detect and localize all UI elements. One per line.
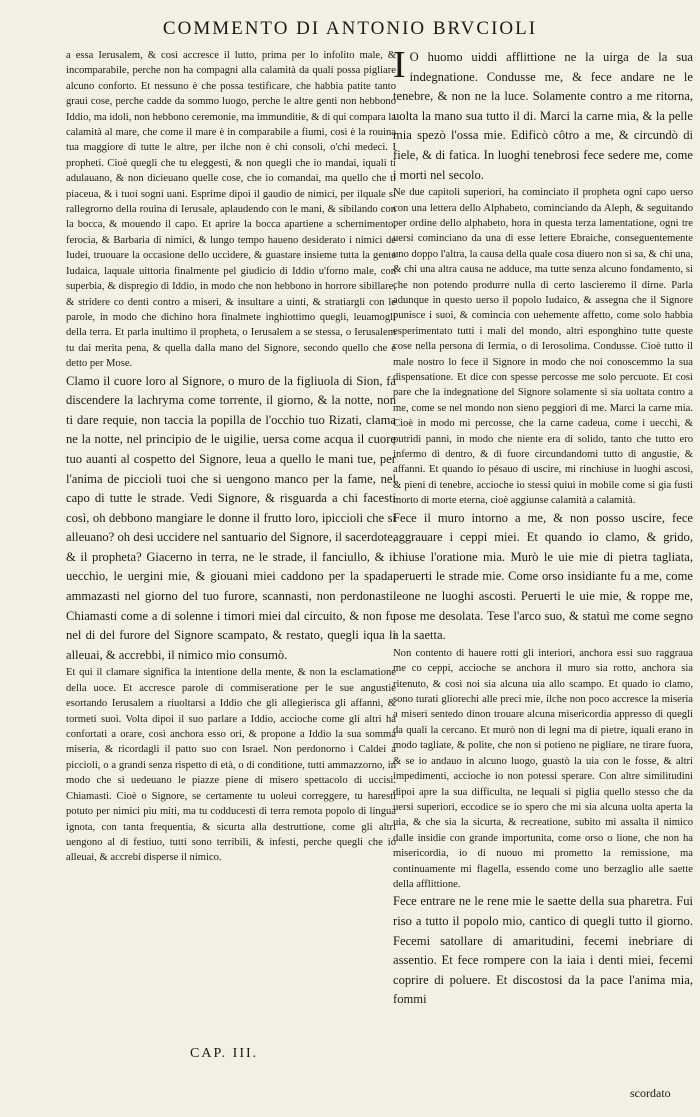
right-verse-text-1: O huomo uiddi afflittione ne la uirga de la sua indegnatione. Condusse me, & fece andare ne le tenebre, & non ne la luce. Solamente contro a me ritorna, uolta la mano sua tutto il di. Marci la carne mia, & la pelle mia spezò l'ossa mie. Edificò côtro a me, & circundò di fiele, & di fatica. In luoghi tenebrosi fece sedere me, come i morti nel secolo. xyxy=(393,50,693,182)
right-commentary-1: Ne due capitoli superiori, ha cominciato il propheta ogni capo uerso con una lettera dello Alphabeto, cominciando da Aleph, & seguitando per ordine dello alphabeto, hora in questa terza lamentatione, ogni tre uersi cominciano da una di esse lettere Ebraiche, conseguentemente uno doppo l'altra, la causa della quale cosa diuero non si sa, & chi una, & chi una altra causa ne adduce, ma tutte senza alcuno fondamento, si che non potendo produrre nulla di certo lascieremo il dirne. Parla adunque in questo uerso il popolo Iudaico, & assegna che il Signore punisce i suoi, & comincia con uehemente affetto, come solo habbia esperimentato tutti i mali del mondo, altri esponghino tutte queste cose nella persona di Iermia, o di Ierosolima. Condusse. Cioè tutto il male nostro lo fece il Signore in modo che noi conoscemmo la sua dispensatione. Et dice con spesse percosse me solo percuote. Et così pare che la indegnatione del Signore solamente si sia uoltata contro a me, come se nel mondo non sieno peggiori di me. Marci la carne mia. Cioè in modo mi percosse, che la carne cadeua, come i uecchi, & putridi panni, in modo che niente era di solido, tanto che tutto ero infermo di dentro, & di fuore circundandomi tutto di angustie, & affanni. Et quando io pésauo di uscire, mi rinchiuse in luoghi ascosi, & pieni di tenebre, accioche io stessi quiui in mobile come si gia fusti morto di morte eterna, cioè aggiunse calamità a calamità. xyxy=(393,187,693,507)
running-head: COMMENTO DI ANTONIO BRVCIOLI xyxy=(162,18,538,39)
catchword: scordato xyxy=(630,1086,671,1100)
left-column xyxy=(66,48,396,1038)
left-verse-block: Clamo il cuore loro al Signore, o muro de la figliuola di Sion, fa discendere la lachryma come torrente, il giorno, & la notte, non ti dare requie, non taccia la popilla de l'occhio tuo Rizati, clama ne la notte, nel principio de le uigilie, uersa come acqua il cuore tuo auanti al cospetto del Signore, leua a quello le mani tue, per l'anima de piccioli tuoi che si uengono manco per la fame, nel capo di tutte le strade. Vedi Signore, & risguarda a chi facesti così, oh debbono mangiare le donne il frutto loro, ipiccioli che si alleuano? oh desi uccidere nel santuario del Signore, il sacerdote, & il propheta? Giacerno in terra, ne le strade, il fanciullo, & il uecchio, le uergini mie, & giouani miei caddono per la spada, ammazasti nel giorno del tuo furore, scannasti, non perdonasti. Chiamasti come a di solenne i timori miei dal circuito, & non fu nel di del furore del Signore scampato, & restato, quegli iqua li alleuai, & accrebbi, il nimico mio consumò. xyxy=(66,373,396,662)
chapter-heading: CAP. III. xyxy=(190,1046,259,1061)
right-verse-block-2: Fece il muro intorno a me, & non posso uscire, fece aggrauare i ceppi miei. Et quando io clamo, & grido, chiuse l'oratione mia. Murò le uie mie di pietra tagliata, peruerti le strade mie. Come orso insidiante fu a me, come leone ne luoghi ascosti. Peruerti le uie mie, & roppe me, pose me desolata. Tese l'arco suo, & statuì me come segno a la saetta. xyxy=(393,510,693,643)
drop-cap-initial: I xyxy=(393,48,406,86)
right-verse-block-1 xyxy=(393,48,693,185)
right-column xyxy=(393,48,693,1108)
right-commentary-2: Non contento di hauere rotti gli interiori, anchora essi suo raggraua me co ceppi, accioche se anchora il muro sia rotto, anchora sia ritenuto, & così noi sia alcuna uia allo scampo. Et quado io clamo, sono turati gliorechi alle preci mie, ilche non poco accresce la miseria a miseri sentedo dinon trouare alcuna misericordia appresso di quegli da quali la cercano. Et murò non di legni ma di pietre, iquali erano in modo tagliate, & polite, che non si potieno ne pigliare, ne tirare fuora, & se io andauo in alcuno luogo, guastò la uia con le fosse, & altri impedimenti, accioche io non potessi sperare. Con altre similitudini dipoi apre la sua difficulta, ne lequali si piglia quello stesso che da uersi superiori, eccodice se io spero che mi sia alcuna uolta aperta la uia, & che sia la sicurta, & recreatione, subito mi assalta il nimico dalle insidie con grande importunita, come orso o lione, che non ha misericordia, io di nuouo mi prometto la remissione, ma continuamente mi flagella, essendo come uno berzaglio alle saette della afflittione. xyxy=(393,647,693,890)
left-commentary-2: Et qui il clamare significa la intentione della mente, & non la esclamatione della uoce. Et accresce parole di commiseratione per le sue angustie esortando Ierusalem a riuoltarsi a Iddio che gli allegierisca gli affanni, & tormeti suoi. Volta dipoi il suo parlare a Iddio, accioche come gli altri ha confortati a orare, così anchora esso ori, & propone a Iddio la sua somma miseria, & ricordagli il patto suo con Israel. Non perdonorno i Caldei a piccioli, o a grandi senza rispetto di età, o di conditione, tutti ammazzorno, in modo che si uedeuano le piazze piene di misero spettacolo di uccisi. Chiamasti. Cioè o Signore, se certamente tu uoleui correggere, tu haresti potuto per nimici piu miti, ma tu codducesti di terra remota popolo di lingua ignota, con tanta frequentia, & sicurta alla destruttione, come gli altri uengono al di festiuo, tutti sono terribili, & infesti, perche quegli che io alleuai, & accrebi disperse il nimico. xyxy=(66,667,396,864)
right-verse-block-3: Fece entrare ne le rene mie le saette della sua pharetra. Fui riso a tutto il popolo mio, cantico di quegli tutto il giorno. Fecemi satollare di amaritudini, fecemi inebriare di assentio. Et fece rompere con la iaia i denti miei, fecemi coprire di poluere. Et discostosi da la pace l'anima mia, fommi xyxy=(393,894,693,1007)
left-commentary-1: a essa Ierusalem, & così accresce il lutto, prima per lo infolito male, & incomparabile, perche non ha compagni alla calamità da quali possa pigliare alcuno conforto. Et nessuno è che possa testificare, che habbia patite tanto graui cose, perche cadde da sommo luogo, perche le altre genti non hebbono Iddio, ma idoli, non hebbono ceremonie, ma immunditie, & di qui compara la calamità al mare, che come il mare è in comparabile a fiumi, così è la rouina tua maggiore di tutte le altre, per ilche non è chi consoli, o'chi medeci. I propheti. Cioè quegli che tu eleggesti, & non quegli che io mandai, iquali ti adulauano, & non dicieuano quelle cose, che io comandai, ma quello che ti piaceua, & i tuoi sogni uani. Esprime dipoi il gaudio de nimici, per ilquale si rallegrorno della rouina di Ierusale, aplaudendo con le mani, & sibilando con la bocca, & mouendo il capo. Et aprire la bocca apartiene a schernimento, ferocia, & Barbaria di nimici, & lungo tempo haueno desiderato i nimici de Iudei, truouare la occasione dello uccidere, & guastare insieme tutta la gente Iudaica, laquale uittoria finalmente pel giudicio di Iddio u'forno male, con superbia, & dispregio di Iddio, in modo che non hebbono in horrore sibillare, & stridere co denti contro a miseri, & insultare a uinti, & stratiargli con le parole, in modo che dichino hora finalmete inghiottimo quegli, leuamogli della terra. Et parla inultimo il propheta, o Ierusalem a se stessa, o Ierusalem tu dai merita pena, & quella dalla mano del Signore, secondo quello che è detto per Mose. xyxy=(66,50,396,370)
